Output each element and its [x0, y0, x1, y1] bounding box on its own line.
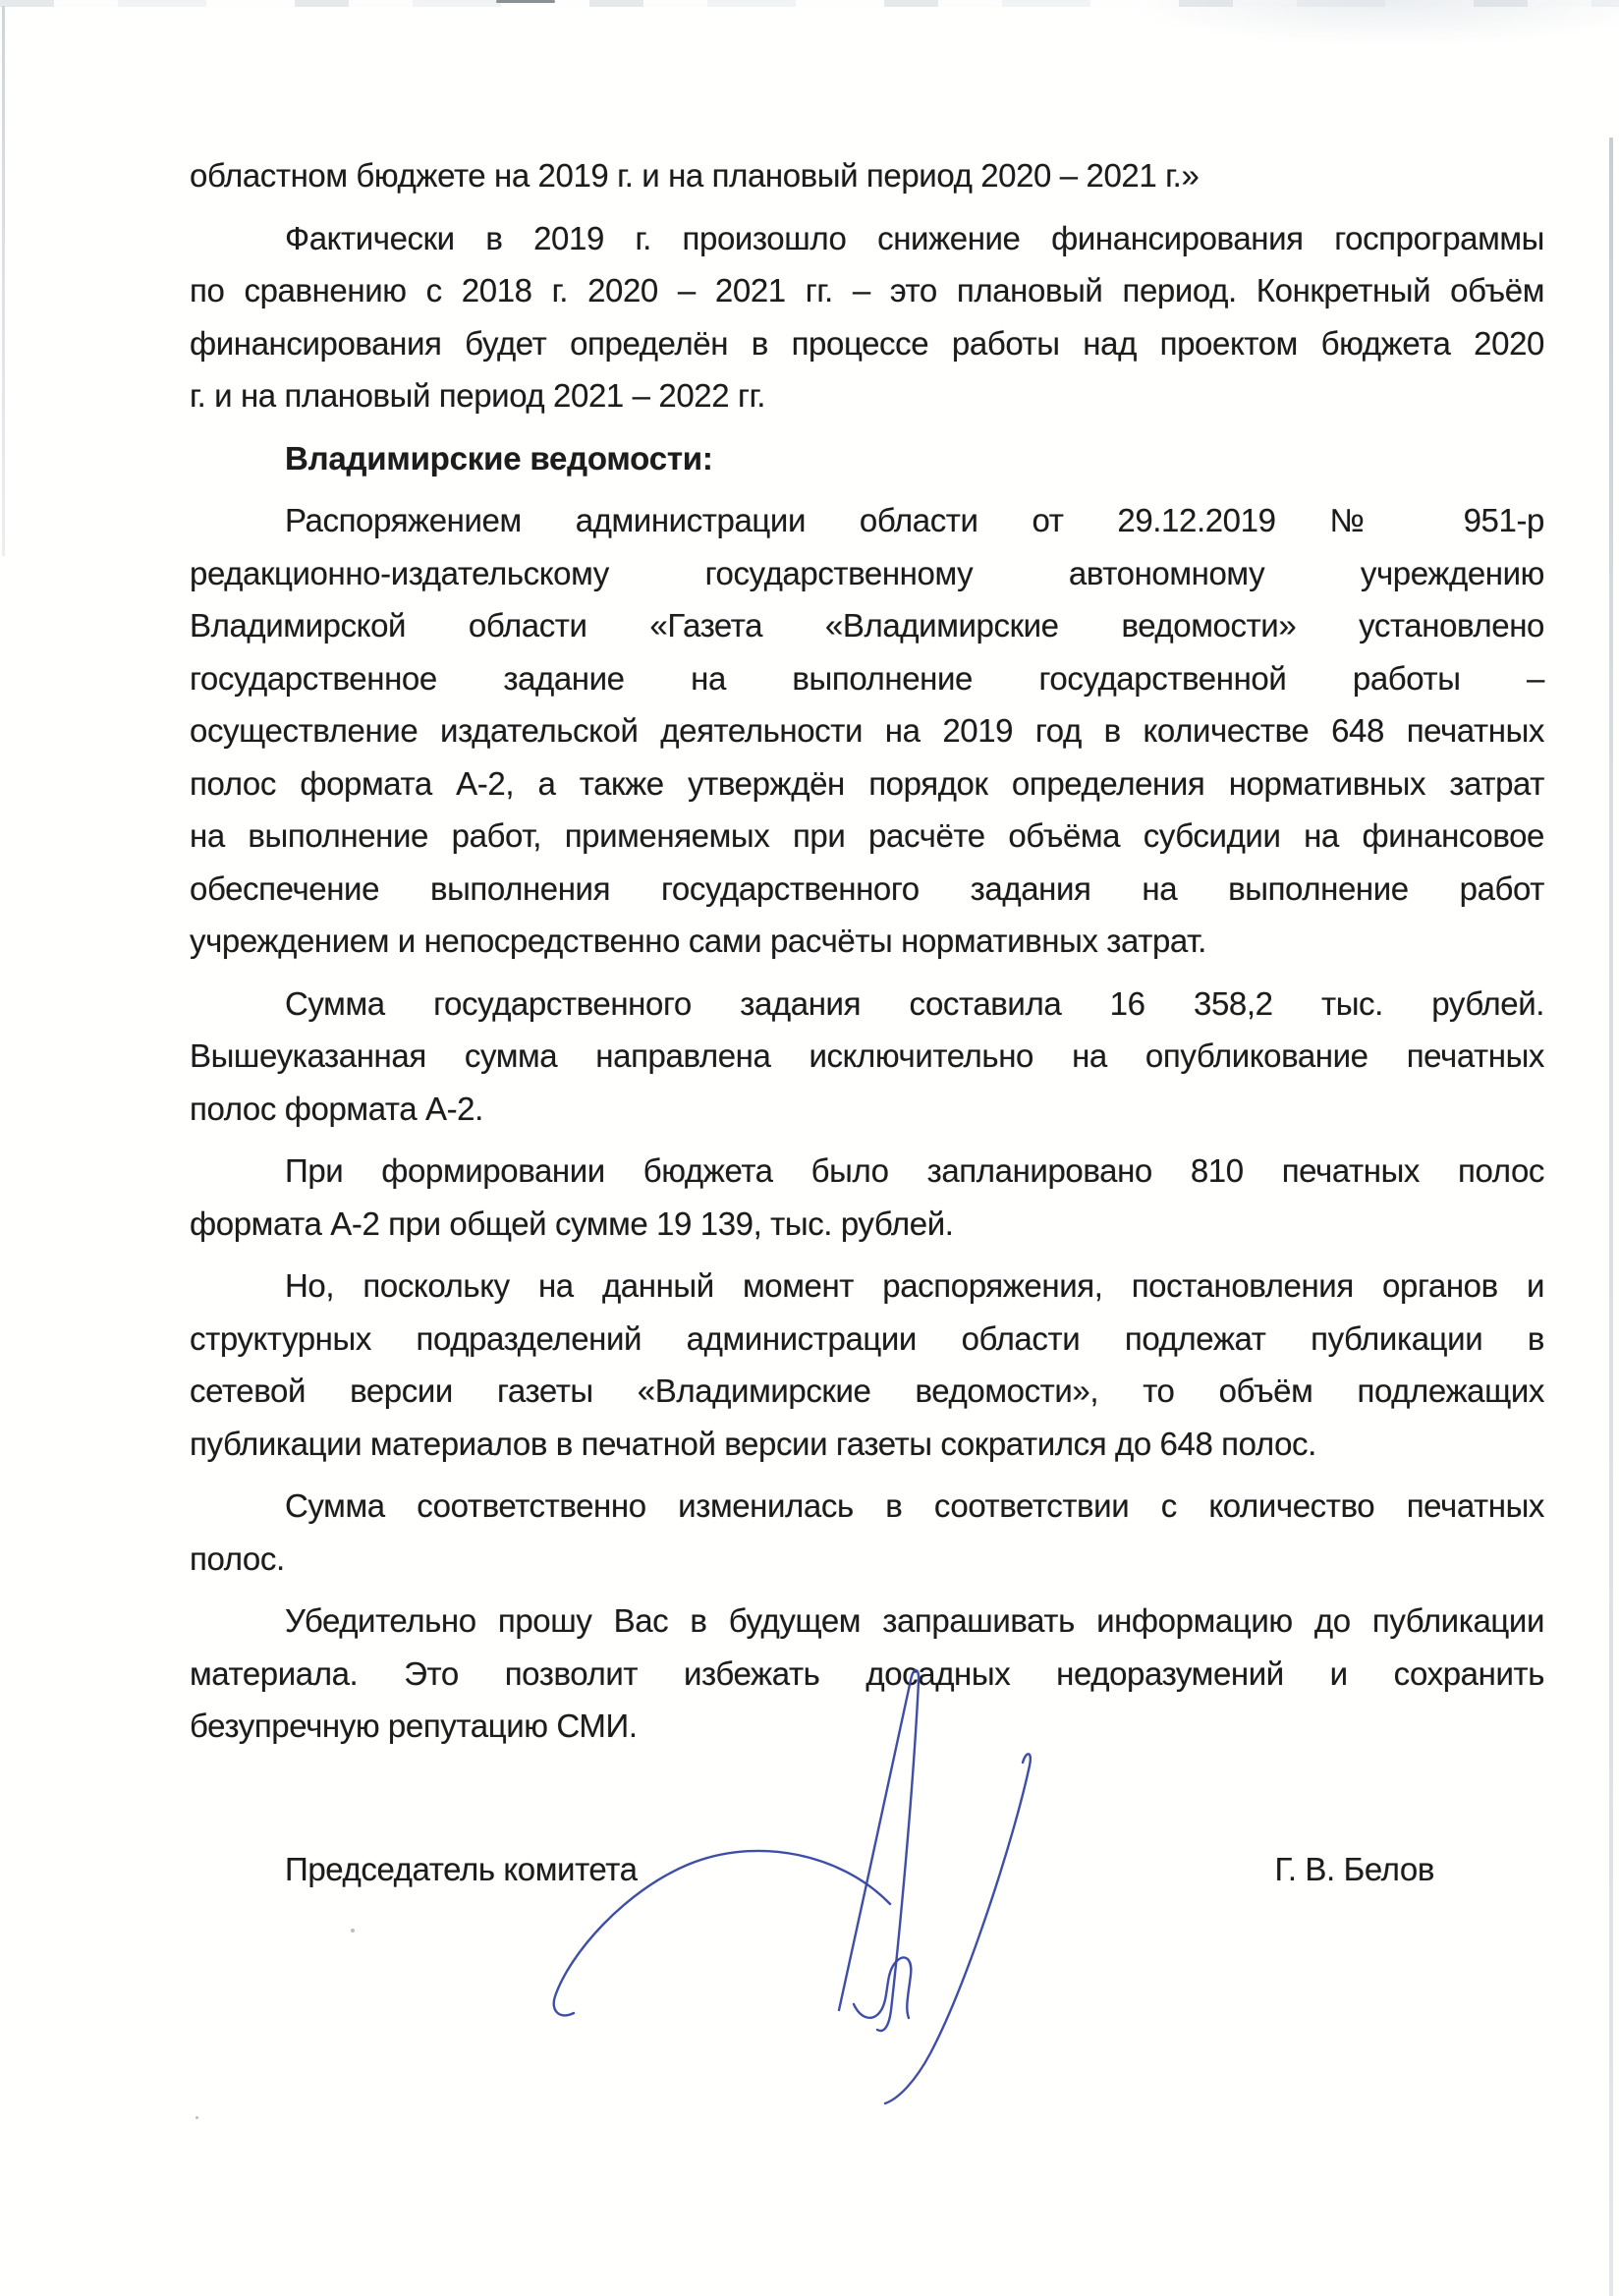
text-line: на выполнение работ, применяемых при расчёте объёма субсидии на финансовое — [190, 817, 1544, 854]
text-line: структурных подразделений администрации области подлежат публикации в — [190, 1319, 1544, 1357]
text-line: Распоряжением администрации области от 29.12.2019 № 951-р — [285, 502, 1544, 538]
text-line: безупречную репутацию СМИ. — [190, 1708, 638, 1744]
text-line: формата А-2 при общей сумме 19 139, тыс. рублей. — [190, 1204, 954, 1242]
paragraph — [190, 1260, 1544, 1470]
scan-top-dark-dash — [496, 0, 555, 3]
text-line: финансирования будет определён в процессе работы над проектом бюджета 2020 — [190, 324, 1544, 362]
text-line: обеспечение выполнения государственного задания на выполнение работ — [190, 869, 1544, 907]
text-line: сетевой версии газеты «Владимирские ведомости», то объём подлежащих — [190, 1372, 1544, 1409]
text-line: Фактически в 2019 г. произошло снижение финансирования госпрограммы — [285, 219, 1544, 256]
paragraph — [190, 212, 1544, 422]
text-line: публикации материалов в печатной версии газеты сократился до 648 полос. — [190, 1425, 1316, 1462]
text-line: г. и на плановый период 2021 – 2022 гг. — [190, 377, 765, 414]
paragraph — [190, 978, 1544, 1136]
text-line: полос формата А-2. — [190, 1090, 483, 1127]
scan-speck — [195, 2116, 198, 2119]
text-line: учреждением и непосредственно сами расчёты нормативных затрат. — [190, 923, 1206, 959]
section-heading — [190, 432, 1544, 485]
paragraph — [190, 1145, 1544, 1250]
paragraph — [190, 149, 1544, 202]
scan-speck — [351, 1929, 355, 1932]
paragraph — [190, 1595, 1544, 1753]
text-line: Вышеуказанная сумма направлена исключительно на опубликование печатных — [190, 1037, 1544, 1074]
text-line: государственное задание на выполнение государственной работы – — [190, 659, 1544, 697]
text-line: областном бюджете на 2019 г. и на плановый период 2020 – 2021 г.» — [190, 157, 1200, 194]
text-line: Но, поскольку на данный момент распоряжения, постановления органов и — [285, 1267, 1544, 1304]
text-line: Владимирские ведомости: — [285, 439, 713, 476]
scan-right-edge-line — [1609, 138, 1613, 2296]
signer-title: Председатель комитета — [285, 1850, 638, 1887]
text-line: Владимирской области «Газета «Владимирские ведомости» установлено — [190, 607, 1544, 644]
signature-stroke-curl — [854, 1957, 911, 2018]
paragraph — [190, 1480, 1544, 1585]
text-line: редакционно-издательскому государственному автономному учреждению — [190, 554, 1544, 591]
text-line: Сумма государственного задания составила 16 358,2 тыс. рублей. — [285, 984, 1544, 1022]
text-line: полос. — [190, 1540, 285, 1577]
text-line: осуществление издательской деятельности на 2019 год в количестве 648 печатных — [190, 712, 1544, 749]
scan-top-noise — [1120, 0, 1619, 47]
text-line: по сравнению с 2018 г. 2020 – 2021 гг. – это плановый период. Конкретный объём — [190, 272, 1544, 308]
paragraph — [190, 494, 1544, 968]
document-body — [190, 149, 1544, 1895]
text-line: При формировании бюджета было запланировано 810 печатных полос — [285, 1152, 1544, 1189]
text-line: полос формата А-2, а также утверждён порядок определения нормативных затрат — [190, 764, 1544, 802]
signer-name: Г. В. Белов — [1274, 1850, 1434, 1887]
text-line: Сумма соответственно изменилась в соответствии с количество печатных — [285, 1487, 1544, 1524]
signoff-row — [190, 1843, 1544, 1896]
scan-left-edge-line — [2, 6, 5, 556]
text-line: материала. Это позволит избежать досадных недоразумений и сохранить — [190, 1654, 1544, 1692]
text-line: Убедительно прошу Вас в будущем запрашивать информацию до публикации — [285, 1602, 1544, 1639]
